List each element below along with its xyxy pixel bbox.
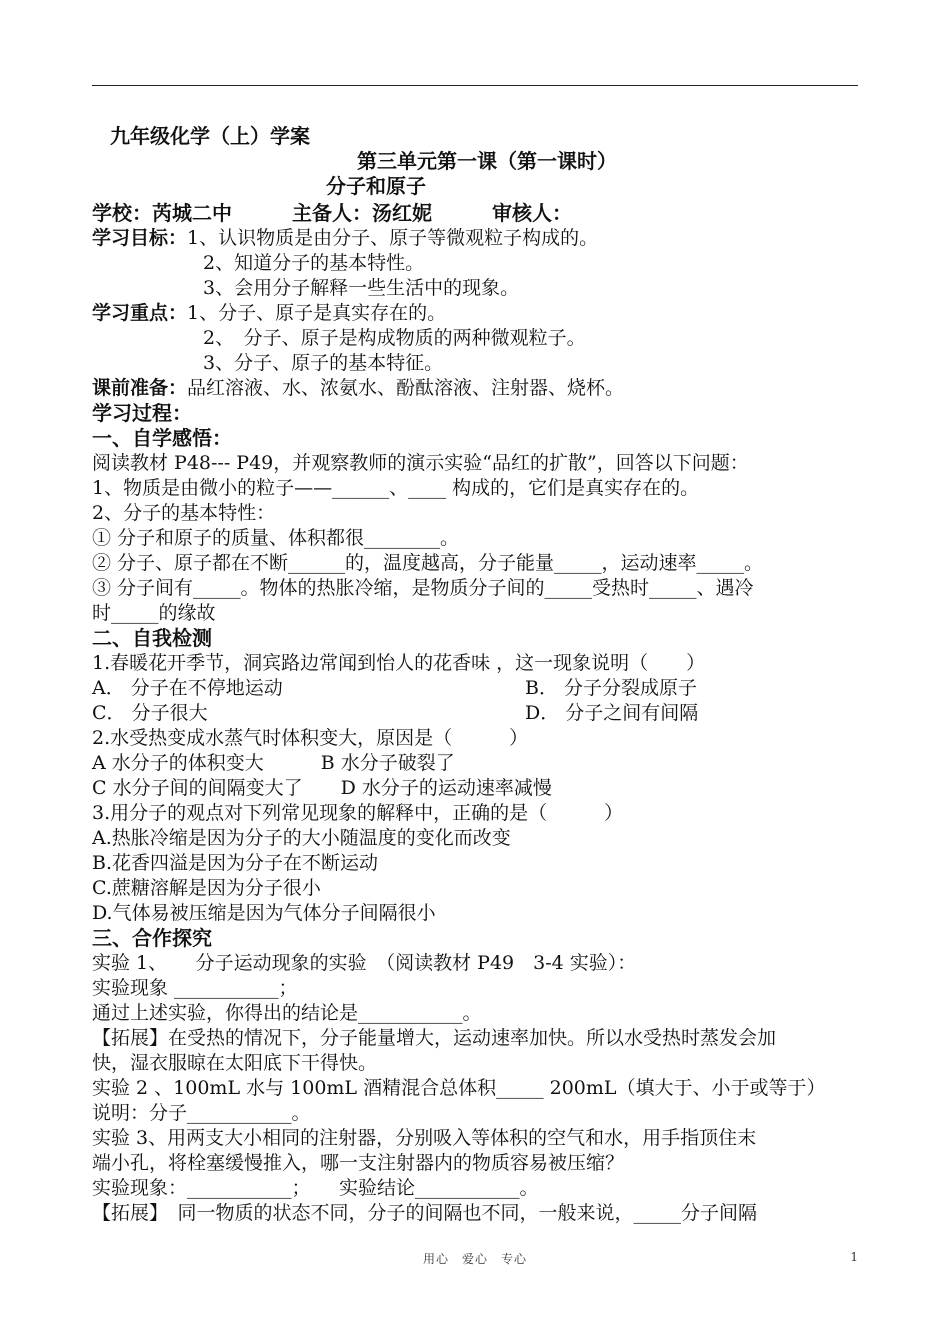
question-2: 2.水受热变成水蒸气时体积变大，原因是（ ） — [92, 727, 529, 749]
sec3-line-9: 端小孔，将栓塞缓慢推入，哪一支注射器内的物质容易被压缩？ — [92, 1152, 625, 1174]
prep-line — [92, 376, 624, 400]
section-2-heading: 二、自我检测 — [92, 626, 212, 650]
section-3-heading: 三、合作探究 — [92, 926, 212, 950]
sec3-line-6: 实验 2 、100mL 水与 100mL 酒精混合总体积_____ 200mL（填大于、小于或等于） — [92, 1077, 826, 1099]
q2-options-ab: A 水分子的体积变大 B 水分子破裂了 — [92, 752, 455, 774]
sec3-line-5: 快，湿衣服晾在太阳底下干得快。 — [92, 1052, 378, 1074]
goals-line-1 — [92, 226, 598, 250]
subject-title: 九年级化学（上）学案 — [110, 124, 310, 148]
sec3-line-7: 说明：分子___________。 — [92, 1102, 311, 1124]
sec1-line-2: 1、物质是由微小的粒子——______、____ 构成的，它们是真实存在的。 — [92, 477, 700, 499]
focus-line-1 — [92, 301, 446, 325]
focus-2: 2、 分子、原子是构成物质的两种微观粒子。 — [203, 327, 586, 349]
sec1-line-5: ② 分子、原子都在不断______的，温度越高，分子能量_____，运动速率_____。 — [92, 552, 764, 574]
process-heading: 学习过程： — [92, 401, 192, 425]
q1-option-c: C． 分子很大 — [92, 702, 208, 724]
unit-title: 第三单元第一课（第一课时） — [357, 149, 617, 173]
focus-1: 1、分子、原子是真实存在的。 — [187, 302, 447, 324]
prep-label: 课前准备： — [92, 377, 188, 399]
focus-label: 学习重点： — [92, 302, 188, 324]
question-3: 3.用分子的观点对下列常见现象的解释中，正确的是（ ） — [92, 802, 624, 824]
page-number: 1 — [850, 1250, 858, 1264]
footer-motto: 用心 爱心 专心 — [422, 1252, 527, 1266]
q1-option-a: A． 分子在不停地运动 — [92, 677, 283, 699]
sec3-line-2: 实验现象 ___________； — [92, 977, 298, 999]
section-1-heading: 一、自学感悟： — [92, 426, 232, 450]
q3-option-d: D.气体易被压缩是因为气体分子间隔很小 — [92, 902, 436, 924]
sec3-line-10: 实验现象：___________； 实验结论___________。 — [92, 1177, 539, 1199]
q2-options-cd: C 水分子间的间隔变大了 D 水分子的运动速率减慢 — [92, 777, 552, 799]
sec1-line-7: 时_____的缘故 — [92, 602, 216, 624]
goal-2: 2、知道分子的基本特性。 — [203, 252, 425, 274]
page-title: 分子和原子 — [326, 174, 426, 198]
goals-label: 学习目标： — [92, 227, 188, 249]
q3-option-c: C.蔗糖溶解是因为分子很小 — [92, 877, 321, 899]
sec1-line-1: 阅读教材 P48--- P49，并观察教师的演示实验“品红的扩散”，回答以下问题： — [92, 452, 749, 474]
goal-1: 1、认识物质是由分子、原子等微观粒子构成的。 — [187, 227, 599, 249]
sec3-line-1: 实验 1、 分子运动现象的实验 （阅读教材 P49 3-4 实验）： — [92, 952, 637, 974]
meta-line: 学校：芮城二中 主备人：汤红妮 审核人： — [92, 201, 572, 225]
sec1-line-3: 2、分子的基本特性： — [92, 502, 276, 524]
question-1: 1.春暖花开季节，洞宾路边常闻到怡人的花香味 ，这一现象说明（ ） — [92, 652, 706, 674]
goal-3: 3、会用分子解释一些生活中的现象。 — [203, 277, 520, 299]
q3-option-a: A.热胀冷缩是因为分子的大小随温度的变化而改变 — [92, 827, 511, 849]
focus-3: 3、分子、原子的基本特征。 — [203, 352, 444, 374]
header-rule — [92, 85, 858, 86]
sec3-line-11: 【拓展】 同一物质的状态不同，分子的间隔也不同，一般来说，_____分子间隔 — [92, 1202, 758, 1224]
sec3-line-8: 实验 3、用两支大小相同的注射器，分别吸入等体积的空气和水，用手指顶住末 — [92, 1127, 757, 1149]
prep-text: 品红溶液、水、浓氨水、酚酞溶液、注射器、烧杯。 — [187, 377, 625, 399]
sec1-line-4: ① 分子和原子的质量、体积都很________。 — [92, 527, 460, 549]
q3-option-b: B.花香四溢是因为分子在不断运动 — [92, 852, 379, 874]
sec3-line-4: 【拓展】在受热的情况下，分子能量增大，运动速率加快。所以水受热时蒸发会加 — [92, 1027, 777, 1049]
q1-option-d: D． 分子之间有间隔 — [525, 702, 699, 724]
q1-option-b: B． 分子分裂成原子 — [525, 677, 698, 699]
sec3-line-3: 通过上述实验，你得出的结论是___________。 — [92, 1002, 482, 1024]
sec1-line-6: ③ 分子间有_____。物体的热胀冷缩，是物质分子间的_____受热时_____、遇冷 — [92, 577, 754, 599]
